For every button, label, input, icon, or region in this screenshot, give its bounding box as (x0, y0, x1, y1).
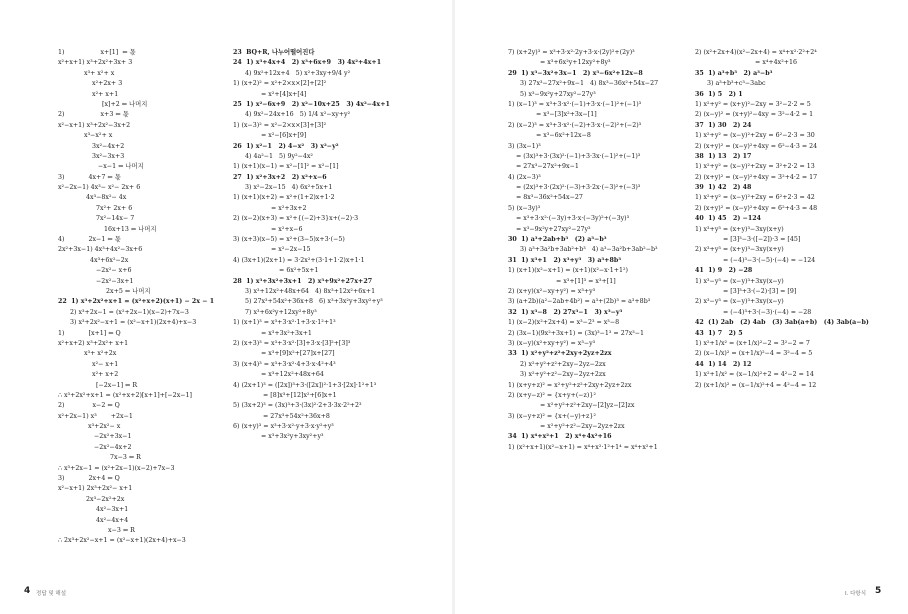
answer-line: 2) (x²+2x+4)(x²−2x+4) = x⁴+x²·2²+2⁴ (695, 49, 817, 56)
answer-line: −x−1 ⇐ 나머지 (58, 163, 144, 171)
answer-line: x−3 ⇐ R (58, 526, 135, 534)
answer-line: = (2x)³+3·(2x)²·(−3)+3·2x·(−3)²+(−3)³ (508, 184, 641, 192)
answer-line: 4) 4a²−1 5) 9y²−4x² (233, 152, 313, 160)
answer-line: 3) (x−y)(x²+xy+y²) = x³−y³ (508, 339, 596, 347)
answer-line: 28 1) x³+3x²+3x+1 2) x³+9x²+27x+27 (233, 277, 373, 285)
answer-line: = x³+[9]x²+[27]x+[27] (233, 350, 335, 358)
answer-line: 4) 2x−1 ⇐ 몫 (58, 236, 121, 244)
answer-line: x²−2x−1) 4x³− x²− 2x+ 6 (58, 184, 141, 192)
answer-line: 1) (x+1)(x−1) = x²−[1]² = x²−[1] (233, 163, 339, 171)
answer-line: 3) (x−y+z)² = {x+(−y)+z}² (508, 412, 596, 420)
answer-line: 29 1) x³−3x²+3x−1 2) x³−6x²+12x−8 (508, 69, 643, 77)
answer-line: 1) x²+1/x² = (x+1/x)²−2 = 3²−2 = 7 (695, 339, 810, 347)
answer-line: 3) a³+b³+c³−3abc (695, 80, 766, 88)
answer-line: 3) (x+4)³ = x³+3·x²·4+3·x·4²+4³ (233, 360, 336, 368)
answer-line: ∴ 2x³+2x²−x+1 = (x²−x+1)(2x+4)+x−3 (58, 537, 186, 545)
answer-line: 22 1) x³+2x²+x+1 = (x²+x+2)(x+1) − 2x − 1 (58, 298, 215, 306)
answer-line: = x³+3x²+3x+1 (233, 329, 312, 337)
answer-line: 6) (x+y)³ = x³+3·x²·y+3·x·y²+y³ (233, 423, 334, 431)
answer-line: 3) x³+12x²+48x+64 4) 8x³+12x²+6x+1 (233, 287, 376, 295)
answer-line: 3x²−3x+3 (58, 152, 125, 160)
left-column-1 (58, 48, 218, 547)
answer-line: 2) (x+y)² = (x−y)²+4xy = 6²−4·3 = 24 (695, 142, 818, 150)
answer-line: = x³−6x²+12x−8 (508, 132, 591, 140)
answer-line: 44 1) 14 2) 12 (695, 360, 752, 368)
answer-line: 42 (1) 2ab (2) 4ab (3) 3ab(a+b) (4) 3ab(a−b) (695, 319, 869, 327)
answer-line: 1) x+[1] ⇐ 몫 (58, 49, 136, 56)
answer-line: 3) (3x−1)³ (508, 142, 541, 150)
answer-line: x²− x+1 (58, 360, 119, 368)
answer-line: 2) (x+1/x)² = (x−1/x)²+4 = 4²−4 = 12 (695, 381, 817, 389)
answer-line: 1) x²+1/x² = (x−1/x)²+2 = 4²−2 = 14 (695, 371, 814, 379)
answer-line: 1) x²+y² = (x−y)²+2xy = 3²+2·2 = 13 (695, 163, 815, 171)
answer-line: 39 1) 42 2) 48 (695, 184, 752, 192)
answer-line: 23 BQ+R, 나누어떨어진다 (233, 49, 315, 56)
answer-line: = x²+[4]x+[4] (233, 90, 307, 98)
answer-line: = 8x³−36x²+54x−27 (508, 194, 583, 202)
answer-line: 1) (x²+x+1)(x²−x+1) = x⁴+x²·1²+1⁴ = x⁴+x²+1 (508, 443, 658, 451)
answer-line: 5) (3x+2)³ = (3x)³+3·(3x)²·2+3·3x·2²+2³ (233, 402, 362, 410)
answer-line: 2) (x−2)³ = x³+3·x²·(−2)+3·x·(−2)²+(−2)³ (508, 121, 642, 129)
answer-line: = x³+[1]³ = x³+[1] (508, 277, 616, 285)
answer-line: x²+ x+2 (58, 371, 119, 379)
answer-line: 2) (x+y)(x²−xy+y²) = x³+y³ (508, 287, 596, 295)
answer-line: 2) x³−y³ = (x−y)³+3xy(x−y) (695, 298, 784, 306)
answer-line: 41 1) 9 2) −28 (695, 267, 753, 275)
answer-line: x²−x+1) x³+2x²−3x+2 (58, 121, 131, 129)
answer-line: 7) (x+2y)³ = x³+3·x²·2y+3·x·(2y)²+(2y)³ (508, 49, 635, 56)
answer-line: 4) 9x²+12x+4 5) x²+3xy+9/4 y² (233, 69, 351, 77)
answer-line: 4x²−4x+4 (58, 516, 129, 524)
answer-line: 3) (a+2b)(a²−2ab+4b²) = a³+(2b)³ = a³+8b³ (508, 298, 651, 306)
answer-line: 7x²+ 2x+ 6 (58, 204, 133, 212)
answer-line: 43 1) 7 2) 5 (695, 329, 743, 337)
answer-line: 26 1) x²−1 2) 4−x² 3) x²−y² (233, 142, 339, 150)
answer-line: = x³+12x²+48x+64 (233, 371, 324, 379)
answer-line: = (−4)³+3·(−3)·(−4) = −28 (695, 308, 812, 316)
answer-line: 4x²−3x+1 (58, 506, 129, 514)
answer-line: ∴ x³+2x²+x+1 = (x²+x+2)[x+1]+[−2x−1] (58, 391, 192, 399)
answer-line: = x³−9x²y+27xy²−27y³ (508, 225, 591, 233)
left-footer-text: 정답 및 해설 (36, 591, 67, 597)
answer-line: 4x³+6x²−2x (58, 256, 129, 264)
answer-line: 2x³−2x²+2x (58, 495, 125, 503)
answer-line: 2) (x−1/x)² = (x+1/x)²−4 = 3²−4 = 5 (695, 350, 813, 358)
answer-line: 38 1) 13 2) 17 (695, 152, 752, 160)
answer-line: [−2x−1] ⇐ R (58, 381, 138, 389)
answer-line: x²+2x−1) x³ +2x−1 (58, 412, 133, 420)
answer-line: 1) (x−2)(x²+2x+4) = x³−2³ = x³−8 (508, 319, 620, 327)
answer-line: = x³−[3]x²+3x−[1] (508, 111, 597, 119)
answer-line: 3) (x+3)(x−5) = x²+(3−5)x+3·(−5) (233, 236, 345, 244)
answer-line: 30 1) a³+2ab+b³ (2) a³−b³ (508, 236, 607, 244)
answer-line: 33 1) x²+y²+z²+2xy+2yz+2zx (508, 350, 612, 358)
answer-line: 3) x²−2x−15 4) 6x²+5x+1 (233, 184, 333, 192)
answer-line: 2) (x−2)(x+3) = x²+{(−2)+3}x+(−2)·3 (233, 215, 359, 223)
answer-line: 3) 4x+7 ⇐ 몫 (58, 173, 121, 181)
answer-line: 1) x³+y³ = (x+y)³−3xy(x+y) (695, 225, 784, 233)
answer-line: x²+2x+ 3 (58, 80, 123, 88)
answer-line: 24 1) x³+4x+4 2) x³+6x+9 3) 4x²+4x+1 (233, 59, 382, 67)
answer-line: = x²+3x+2 (233, 204, 307, 212)
left-page-number: 4 (24, 586, 31, 596)
answer-line: x²−x+1) 2x³+2x²− x+1 (58, 485, 133, 493)
answer-line: 1) (x+y+z)² = x²+y²+z²+2xy+2yz+2zx (508, 381, 632, 389)
left-column-2 (233, 48, 443, 443)
answer-line: = x²−2x−15 (233, 246, 311, 254)
answer-line: 4) (2x−3)³ (508, 173, 541, 181)
answer-line: 5) 27x³+54x²+36x+8 6) x³+3x²y+3xy²+y³ (233, 298, 383, 306)
answer-line: 2) (x+3)³ = x³+3·x²·[3]+3·x·[3]²+[3]³ (233, 339, 351, 347)
answer-line: = x²+y²+z²+2xy−[2]yz−[2]zx (508, 402, 635, 410)
answer-line: 1) (x−1)³ = x³+3·x²·(−1)+3·x·(−1)²+(−1)³ (508, 100, 642, 108)
answer-line: 1) (x+1)³ = x³+3·x²·1+3·x·1²+1³ (233, 319, 336, 327)
answer-line: −2x²− x+6 (58, 267, 132, 275)
answer-line: 3x²−4x+2 (58, 142, 125, 150)
answer-line: x³+ x²+2x (58, 350, 117, 358)
answer-line: = (−4)³−3·(−5)·(−4) = −124 (695, 256, 816, 264)
right-column-1 (508, 48, 683, 453)
answer-line: 2) (x+y)² = (x−y)²+4xy = 6²+4·3 = 48 (695, 204, 818, 212)
answer-line: 5) x³−9x²y+27xy²−27y³ (508, 90, 596, 98)
answer-line: x²+x+1) x³+2x²+3x+ 3 (58, 59, 133, 67)
answer-line: x³−x²+ x (58, 132, 113, 140)
answer-line: x²+x+2) x³+2x²+ x+1 (58, 339, 129, 347)
left-page (0, 0, 453, 614)
answer-line: 3) x³+2x²−x+1 = (x²−x+1)(2x+4)+x−3 (58, 319, 197, 327)
answer-line: −2x²−3x+1 (58, 277, 134, 285)
answer-line: 1) x²+y² = (x−y)²+2xy = 6²+2·3 = 42 (695, 194, 815, 202)
answer-line: 36 1) 5 2) 1 (695, 90, 743, 98)
answer-line: 1) (x−3)² = x²−2×x×[3]+[3]² (233, 121, 327, 129)
answer-line: 4) (2x+1)³ = ([2x])³+3·([2x])²·1+3·[2x]·1²+1³ (233, 381, 377, 389)
answer-line: 2x²+3x−1) 4x³+4x²−3x+6 (58, 246, 143, 254)
answer-line: 7) x³+6x²y+12xy²+8y³ (233, 308, 317, 316)
answer-line: −2x²−4x+2 (58, 443, 132, 451)
answer-line: 2) (x−y)² = (x+y)²−4xy = 3²−4·2 = 1 (695, 111, 814, 119)
answer-line: 4x³−8x²− 4x (58, 194, 127, 202)
answer-line: 25 1) x²−6x+9 2) x²−10x+25 3) 4x²−4x+1 (233, 100, 390, 108)
answer-line: 1) (x+2)² = x²+2×x×[2]+[2]² (233, 80, 327, 88)
answer-line: = [3]³−3·([−2])·3 = [45] (695, 236, 801, 244)
right-footer-text: I. 다항식 (845, 591, 867, 597)
answer-line: 3) x²+y²+z²−2xy−2yz+2zx (508, 371, 606, 379)
answer-line: = [3]³+3·(−2)·[3] = [9] (695, 287, 797, 295)
answer-line: 2) x³+y³ = (x+y)³−3xy(x+y) (695, 246, 784, 254)
answer-line: 4) (3x+1)(2x+1) = 3·2x²+(3·1+1·2)x+1·1 (233, 256, 365, 264)
answer-line: 2) x+3 ⇐ 몫 (58, 111, 129, 119)
answer-line: x³+2x²− x (58, 423, 121, 431)
answer-line: 31 1) x³+1 2) x³+y³ 3) a³+8b³ (508, 256, 621, 264)
answer-line: [x]+2 ⇐ 나머지 (58, 100, 148, 108)
answer-line: = 27x³−27x²+9x−1 (508, 163, 579, 171)
answer-line: 1) [x+1] ⇐ Q (58, 329, 121, 337)
answer-line: 32 1) x³−8 2) 27x³−1 3) x³−y³ (508, 308, 623, 316)
answer-line: = x³+3x²y+3xy²+y³ (233, 433, 324, 441)
answer-line: = [8]x³+[12]x²+[6]x+1 (233, 391, 337, 399)
answer-line: x³+ x²+ x (58, 69, 115, 77)
answer-line: ∴ x³+2x−1 = (x²+2x−1)(x−2)+7x−3 (58, 464, 175, 472)
answer-line: = x²+y²+z²−2xy−2yz+2zx (508, 423, 625, 431)
answer-line: 1) (x+1)(x+2) = x²+(1+2)x+1·2 (233, 194, 335, 202)
answer-line: 5) (x−3y)³ (508, 204, 541, 212)
answer-line: 3) a³+3a²b+3ab²+b³ 4) a³−3a²b+3ab²−b³ (508, 246, 658, 254)
answer-line: = 27x³+54x²+36x+8 (233, 412, 330, 420)
right-page-number: 5 (875, 586, 882, 596)
answer-line: = x³+6x²y+12xy²+8y³ (508, 59, 611, 67)
answer-line: 34 1) x⁴+x²+1 2) x⁴+4x²+16 (508, 433, 612, 441)
answer-line: 2) (3x−1)(9x²+3x+1) = (3x)³−1³ = 27x³−1 (508, 329, 645, 337)
answer-line: = (3x)³+3·(3x)²·(−1)+3·3x·(−1)²+(−1)³ (508, 152, 641, 160)
answer-line: = x²+x−6 (233, 225, 303, 233)
answer-line: −2x²+3x−1 (58, 433, 132, 441)
answer-line: 40 1) 45 2) −124 (695, 215, 762, 223)
answer-line: 3) 2x+4 ⇐ Q (58, 475, 120, 483)
answer-line: 37 1) 30 2) 24 (695, 121, 752, 129)
answer-line: 2) x²+y²+z²+2xy−2yz−2zx (508, 360, 606, 368)
answer-line: 2) x³+2x−1 = (x²+2x−1)(x−2)+7x−3 (58, 308, 189, 316)
answer-line: 1) (x+1)(x²−x+1) = (x+1)(x²−x·1+1²) (508, 267, 628, 275)
answer-line: = x²−[6]x+[9] (233, 132, 307, 140)
answer-line: = x³+3·x²·(−3y)+3·x·(−3y)²+(−3y)³ (508, 215, 630, 223)
answer-line: 1) x³−y³ = (x−y)³+3xy(x−y) (695, 277, 784, 285)
answer-line: = x⁴+4x²+16 (695, 59, 798, 67)
answer-line: 1) x²+y² = (x−y)²+2xy = 6²−2·3 = 30 (695, 132, 815, 140)
answer-line: 2) (x+y)² = (x−y)²+4xy = 3²+4·2 = 17 (695, 173, 818, 181)
answer-line: 27 1) x²+3x+2 2) x²+x−6 (233, 173, 327, 181)
answer-line: 1) x²+y² = (x+y)²−2xy = 3²−2·2 = 5 (695, 100, 811, 108)
answer-line: 2) x−2 ⇐ Q (58, 402, 120, 410)
answer-line: 7x²−14x− 7 (58, 215, 135, 223)
answer-line: 4) 9x²−24x+16 5) 1/4 x²−xy+y² (233, 111, 351, 119)
answer-line: 16x+13 ⇐ 나머지 (58, 225, 157, 233)
answer-line: 2x+5 ⇐ 나머지 (58, 287, 151, 295)
answer-line: 3) 27x³−27x²+9x−1 4) 8x³−36x²+54x−27 (508, 80, 659, 88)
answer-line: 7x−3 ⇐ R (58, 454, 141, 462)
answer-line: = 6x²+5x+1 (233, 267, 319, 275)
answer-line: x²+ x+1 (58, 90, 119, 98)
answer-line: 35 1) a³+b³ 2) a³−b³ (695, 69, 773, 77)
right-column-2 (695, 48, 905, 391)
answer-line: 2) (x+y−z)² = {x+y+(−z)}² (508, 391, 596, 399)
